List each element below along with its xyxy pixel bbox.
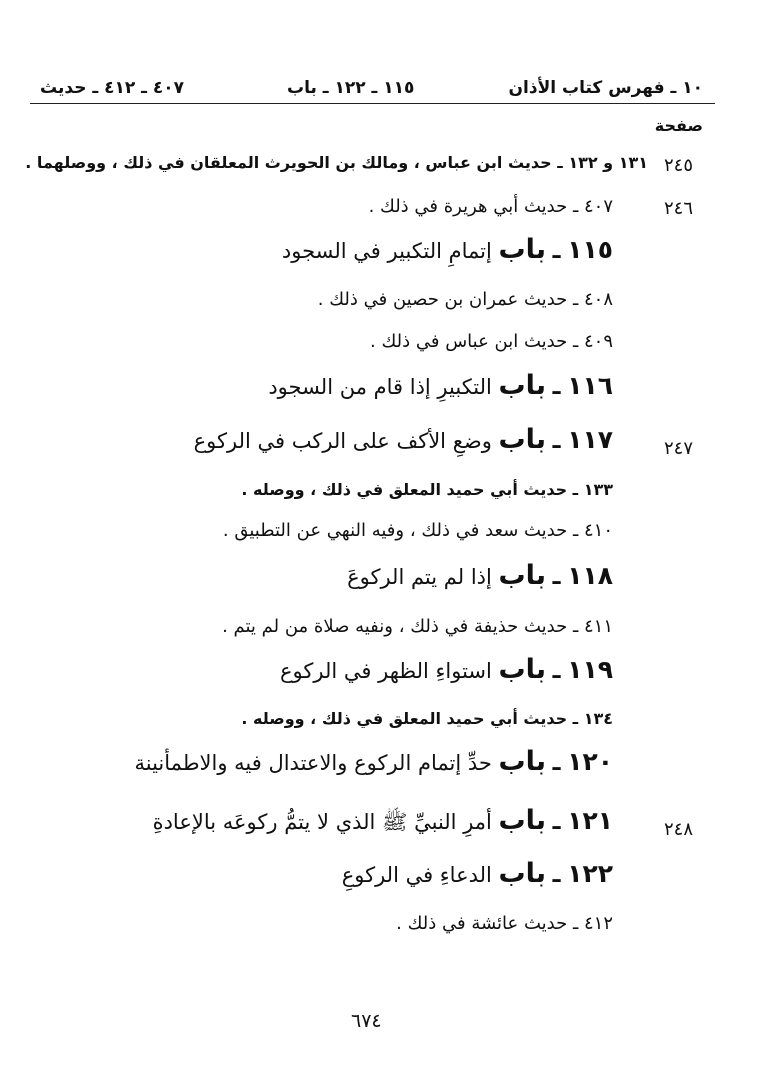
chapter-dash: ـ <box>552 564 561 590</box>
running-header-chapters: ١١٥ ـ ١٢٢ ـ باب <box>287 78 415 98</box>
chapter-title: وضعِ الأكف على الركب في الركوع <box>193 429 492 453</box>
chapter-keyword: باب <box>498 370 546 401</box>
chapter-dash: ـ <box>552 428 561 454</box>
page-column-label: صفحة <box>654 116 703 135</box>
chapter-title: إتمامِ التكبير في السجود <box>281 239 492 263</box>
chapter-title: التكبيرِ إذا قام من السجود <box>268 375 492 399</box>
chapter-keyword: باب <box>498 805 546 836</box>
chapter-number: ١١٨ <box>567 561 613 590</box>
chapter-keyword: باب <box>498 654 546 685</box>
page-number: ٦٧٤ <box>351 1010 382 1032</box>
chapter-title: الدعاءِ في الركوعِ <box>341 863 492 887</box>
chapter-number: ١١٩ <box>567 655 613 684</box>
chapter-dash: ـ <box>552 862 561 888</box>
page-ref: ٢٤٨ <box>663 819 693 840</box>
hadith-entry: ٤١٠ ـ حديث سعد في ذلك ، وفيه النهي عن التطبيق . <box>222 520 613 541</box>
chapter-heading <box>282 234 613 265</box>
chapter-heading <box>342 858 613 889</box>
chapter-heading <box>194 424 613 455</box>
hadith-entry: ٤١١ ـ حديث حذيفة في ذلك ، ونفيه صلاة من لم يتم . <box>222 616 613 637</box>
chapter-title: أمرِ النبيِّ ﷺ الذي لا يتمُّ ركوعَه بالإعادةِ <box>152 810 492 834</box>
chapter-dash: ـ <box>552 658 561 684</box>
chapter-heading <box>268 370 613 401</box>
chapter-heading <box>347 560 613 591</box>
chapter-keyword: باب <box>498 746 546 777</box>
header-rule <box>30 103 715 104</box>
chapter-number: ١١٥ <box>567 235 613 264</box>
hadith-entry: ١٣١ و ١٣٢ ـ حديث ابن عباس ، ومالك بن الحويرث المعلقان في ذلك ، ووصلهما . <box>25 153 648 172</box>
chapter-title: استواءِ الظهر في الركوع <box>280 659 492 683</box>
chapter-heading <box>280 654 613 685</box>
hadith-entry: ٤٠٨ ـ حديث عمران بن حصين في ذلك . <box>317 289 613 310</box>
hadith-entry: ٤١٢ ـ حديث عائشة في ذلك . <box>396 913 613 934</box>
chapter-title: حدِّ إتمام الركوع والاعتدال فيه والاطمأنينة <box>134 751 492 775</box>
hadith-entry: ٤٠٩ ـ حديث ابن عباس في ذلك . <box>370 331 613 352</box>
page-ref: ٢٤٦ <box>663 198 693 219</box>
page-ref: ٢٤٧ <box>663 438 693 459</box>
page-ref: ٢٤٥ <box>663 155 693 176</box>
chapter-heading <box>153 805 613 840</box>
hadith-entry: ١٣٤ ـ حديث أبي حميد المعلق في ذلك ، ووصله . <box>241 709 613 728</box>
running-header-hadiths: ٤٠٧ ـ ٤١٢ ـ حديث <box>40 78 185 98</box>
chapter-number: ١٢٢ <box>567 859 613 888</box>
chapter-dash: ـ <box>552 750 561 776</box>
chapter-dash: ـ <box>552 374 561 400</box>
chapter-dash: ـ <box>552 238 561 264</box>
running-header-title: ١٠ ـ فهرس كتاب الأذان <box>508 78 703 98</box>
chapter-number: ١٢٠ <box>567 747 613 776</box>
hadith-entry: ٤٠٧ ـ حديث أبي هريرة في ذلك . <box>368 196 613 217</box>
chapter-title: إذا لم يتم الركوعَ <box>347 565 492 589</box>
chapter-keyword: باب <box>498 424 546 455</box>
chapter-dash: ـ <box>552 809 561 835</box>
chapter-number: ١١٦ <box>567 371 613 400</box>
hadith-entry: ١٣٣ ـ حديث أبي حميد المعلق في ذلك ، ووصله . <box>241 480 613 499</box>
chapter-keyword: باب <box>498 560 546 591</box>
chapter-keyword: باب <box>498 234 546 265</box>
chapter-number: ١١٧ <box>567 425 613 454</box>
chapter-number: ١٢١ <box>567 806 613 835</box>
chapter-heading <box>135 746 614 777</box>
chapter-keyword: باب <box>498 858 546 889</box>
